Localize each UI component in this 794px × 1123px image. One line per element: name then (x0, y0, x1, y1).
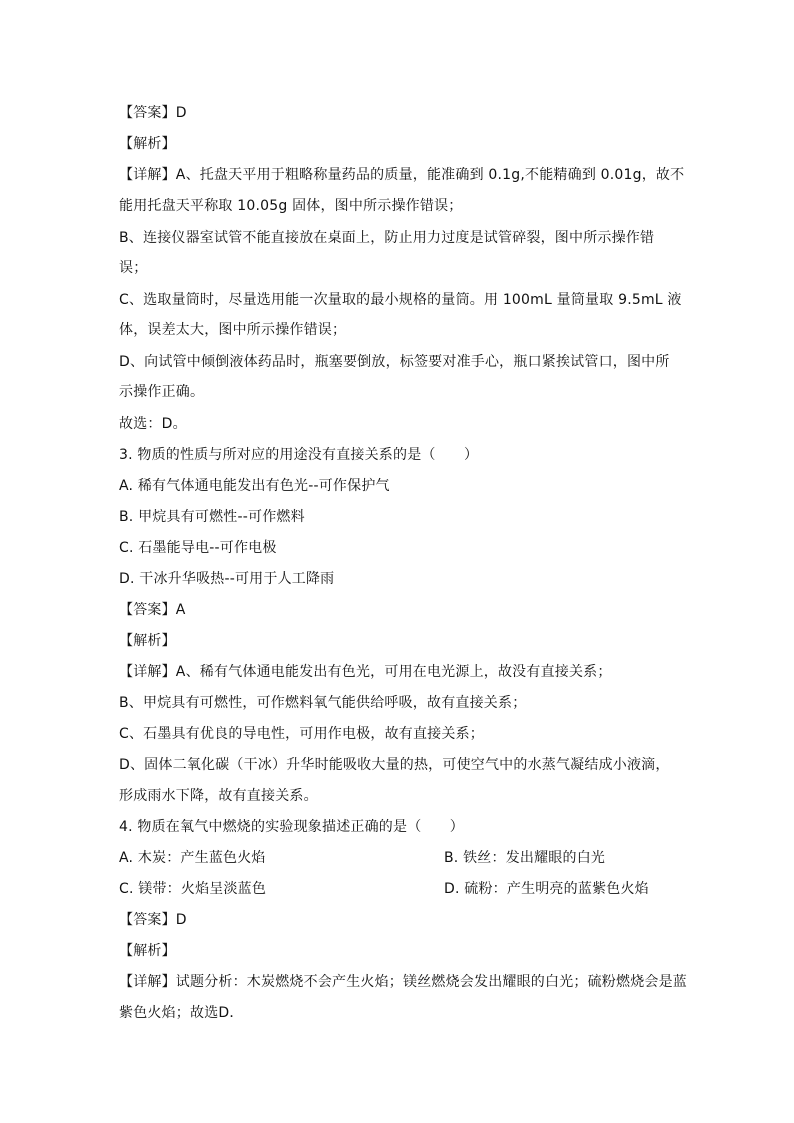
answer-label: 【答案】D (119, 105, 187, 121)
detail-line: B、连接仪器室试管不能直接放在桌面上，防止用力过度是试管碎裂，图中所示操作错 (119, 230, 655, 246)
detail-line: 示操作正确。 (119, 384, 205, 400)
detail-line: C、石墨具有优良的导电性，可用作电极，故有直接关系； (119, 726, 484, 742)
detail-line: 紫色火焰；故选D． (119, 1005, 244, 1021)
detail-line: 形成雨水下降，故有直接关系。 (119, 788, 318, 804)
detail-line: 误； (119, 260, 148, 276)
question-4-option-a: A. 木炭：产生蓝色火焰 (119, 850, 266, 866)
analysis-label: 【解析】 (119, 633, 176, 649)
detail-line: 【详解】A、托盘天平用于粗略称量药品的质量，能准确到 0.1g,不能精确到 0.01g，故不 (119, 167, 685, 183)
question-3-option-c: C. 石墨能导电--可作电极 (119, 540, 277, 556)
question-3-option-a: A. 稀有气体通电能发出有色光--可作保护气 (119, 478, 390, 494)
answer-label: 【答案】D (119, 912, 187, 928)
detail-line: 【详解】A、稀有气体通电能发出有色光，可用在电光源上，故没有直接关系； (119, 664, 612, 680)
analysis-label: 【解析】 (119, 136, 176, 152)
question-4-stem: 4. 物质在氧气中燃烧的实验现象描述正确的是（ ） (119, 819, 465, 835)
question-4-option-c: C. 镁带：火焰呈淡蓝色 (119, 881, 267, 897)
question-3-stem: 3. 物质的性质与所对应的用途没有直接关系的是（ ） (119, 447, 479, 463)
detail-line: 体，误差太大，图中所示操作错误； (119, 322, 347, 338)
detail-line: C、选取量筒时，尽量选用能一次量取的最小规格的量筒。用 100mL 量筒量取 9.5mL 液 (119, 292, 682, 308)
detail-line: 能用托盘天平称取 10.05g 固体，图中所示操作错误； (119, 198, 463, 214)
conclusion-line: 故选：D。 (119, 416, 187, 432)
analysis-label: 【解析】 (119, 943, 176, 959)
question-3-option-b: B. 甲烷具有可燃性--可作燃料 (119, 509, 305, 525)
detail-line: D、固体二氧化碳（干冰）升华时能吸收大量的热，可使空气中的水蒸气凝结成小液滴， (119, 757, 670, 773)
question-3-option-d: D. 干冰升华吸热--可用于人工降雨 (119, 571, 335, 587)
detail-line: B、甲烷具有可燃性，可作燃料氧气能供给呼吸，故有直接关系； (119, 695, 527, 711)
question-4-option-d: D. 硫粉：产生明亮的蓝紫色火焰 (444, 881, 649, 897)
detail-line: 【详解】试题分析：木炭燃烧不会产生火焰；镁丝燃烧会发出耀眼的白光；硫粉燃烧会是蓝 (119, 974, 687, 990)
answer-label: 【答案】A (119, 602, 186, 618)
detail-line: D、向试管中倾倒液体药品时，瓶塞要倒放，标签要对准手心，瓶口紧挨试管口，图中所 (119, 354, 670, 370)
question-4-option-b: B. 铁丝：发出耀眼的白光 (444, 850, 606, 866)
